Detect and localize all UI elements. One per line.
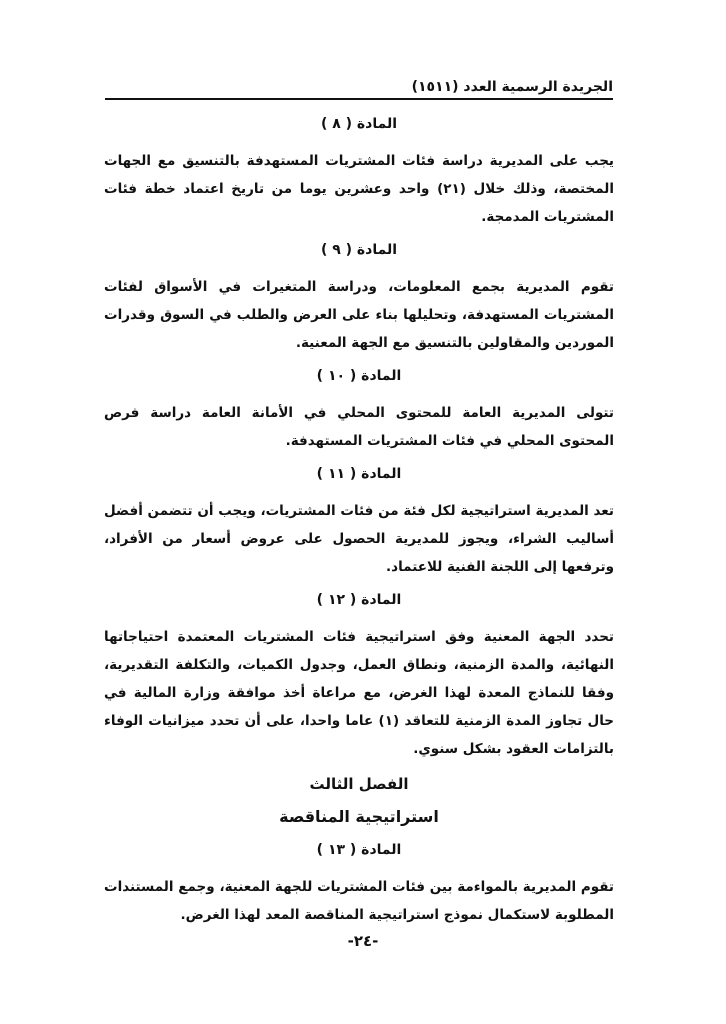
article-title: المادة ( ١٢ ) — [316, 592, 402, 608]
article-text: تحدد الجهة المعنية وفق استراتيجية فئات المشتريات المعتمدة احتياجاتها النهائية، والمدة الزمنية، ونطاق العمل، وجدول الكميات، والتكلفة التقديرية، وفقا للنماذج المعدة لهذا الغرض، مع مراعاة أخذ موافقة وزارة المالية في حال تجاوز المدة الزمنية للتعاقد (١) عاما واحدا، على أن تحدد ميزانيات الوفاء بالتزامات العقود بشكل سنوي. — [104, 629, 614, 757]
article-13 — [104, 840, 614, 929]
article-9 — [104, 240, 614, 357]
chapter-subheading: استراتيجية المناقصة — [279, 807, 439, 826]
gazette-header-title: الجريدة الرسمية العدد (١٥١١) — [411, 79, 613, 95]
page-number: -٢٤- — [347, 932, 379, 950]
page-header — [105, 76, 613, 100]
header-divider — [105, 98, 613, 100]
article-title: المادة ( ١١ ) — [316, 466, 402, 482]
article-title: المادة ( ٩ ) — [320, 242, 398, 258]
article-text: تتولى المديرية العامة للمحتوى المحلي في الأمانة العامة دراسة فرص المحتوى المحلي في فئات المشتريات المستهدفة. — [104, 405, 614, 449]
article-8 — [104, 114, 614, 231]
document-body — [104, 108, 614, 938]
article-text: تقوم المديرية بالمواءمة بين فئات المشتريات للجهة المعنية، وجمع المستندات المطلوبة لاستكمال نموذج استراتيجية المناقصة المعد لهذا الغرض. — [104, 879, 614, 923]
article-title: المادة ( ١٣ ) — [316, 842, 402, 858]
article-title: المادة ( ٨ ) — [320, 116, 398, 132]
article-11 — [104, 464, 614, 581]
article-10 — [104, 366, 614, 455]
chapter-heading: الفصل الثالث — [309, 775, 409, 793]
article-text: تقوم المديرية بجمع المعلومات، ودراسة المتغيرات في الأسواق لفئات المشتريات المستهدفة، وتحليلها بناء على العرض والطلب في السوق وقدرات الموردين والمقاولين بالتنسيق مع الجهة المعنية. — [104, 279, 614, 351]
article-text: يجب على المديرية دراسة فئات المشتريات المستهدفة بالتنسيق مع الجهات المختصة، وذلك خلال (٢١) واحد وعشرين يوما من تاريخ اعتماد خطة فئات المشتريات المدمجة. — [104, 153, 615, 225]
article-title: المادة ( ١٠ ) — [316, 368, 402, 384]
article-12 — [104, 590, 614, 763]
article-text: تعد المديرية استراتيجية لكل فئة من فئات المشتريات، ويجب أن تتضمن أفضل أساليب الشراء، ويجوز للمديرية الحصول على عروض أسعار من الأفراد، وترفعها إلى اللجنة الفنية للاعتماد. — [104, 503, 614, 575]
